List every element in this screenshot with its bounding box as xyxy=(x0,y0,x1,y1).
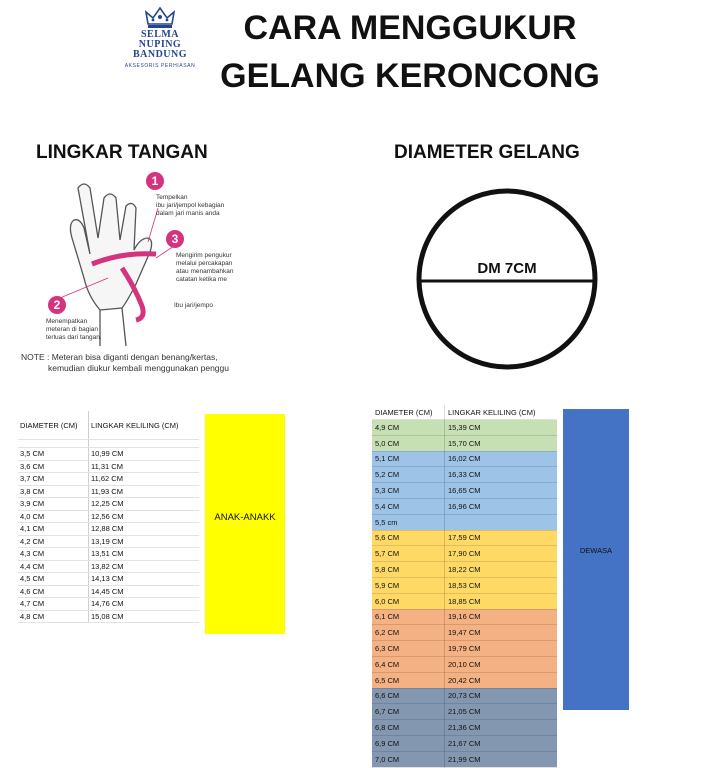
table-cell: 4,3 CM xyxy=(18,548,89,561)
table-row xyxy=(18,460,199,473)
table-row xyxy=(18,573,199,586)
step-1-text xyxy=(156,194,224,218)
table-cell: 5,4 CM xyxy=(372,498,445,514)
table-row xyxy=(372,498,557,514)
table-row xyxy=(372,720,557,736)
table-cell: 4,5 CM xyxy=(18,573,89,586)
table-row xyxy=(372,562,557,578)
brand-line-1: SELMA xyxy=(140,29,180,40)
crown-icon xyxy=(145,6,175,30)
table-cell: 4,7 CM xyxy=(18,598,89,611)
table-row xyxy=(18,610,199,623)
table-cell: 21,67 CM xyxy=(445,735,558,751)
table-cell: 21,99 CM xyxy=(445,751,558,767)
hand-illustration xyxy=(18,168,258,378)
table-row xyxy=(372,435,557,451)
diameter-label: DM 7CM xyxy=(477,260,537,277)
step-3-line: melalui percakapan xyxy=(176,260,233,267)
table-row xyxy=(18,560,199,573)
table-cell: 16,02 CM xyxy=(445,451,558,467)
spacer-cell xyxy=(18,440,89,448)
step-2-text xyxy=(46,318,102,342)
table-cell: 12,25 CM xyxy=(89,498,200,511)
thumb-label xyxy=(174,302,213,310)
table-cell: 4,4 CM xyxy=(18,560,89,573)
brand-tagline: AKSESORIS PERHIASAN xyxy=(124,63,196,69)
table-row xyxy=(372,609,557,625)
table-row xyxy=(18,585,199,598)
table-cell: 3,5 CM xyxy=(18,448,89,461)
table-cell: 15,70 CM xyxy=(445,435,558,451)
table-cell: 5,7 CM xyxy=(372,546,445,562)
brand-line-2: NUPING xyxy=(138,39,182,50)
adult-category-band xyxy=(563,409,629,710)
table-cell: 20,73 CM xyxy=(445,688,558,704)
note-line-2: kemudian diukur kembali menggunakan penggu xyxy=(48,363,229,373)
table-cell: 6,2 CM xyxy=(372,625,445,641)
table-row xyxy=(372,577,557,593)
step-1-line: dalam jari manis anda xyxy=(156,210,220,217)
brand-line-3: BANDUNG xyxy=(132,49,188,60)
table-row xyxy=(18,448,199,461)
table-cell: 20,10 CM xyxy=(445,656,558,672)
table-cell: 5,2 CM xyxy=(372,467,445,483)
step-2-badge: 2 xyxy=(48,296,66,314)
table-row xyxy=(18,523,199,536)
table-row xyxy=(372,593,557,609)
table-cell: 4,8 CM xyxy=(18,610,89,623)
table-cell: 6,1 CM xyxy=(372,609,445,625)
table-row xyxy=(18,548,199,561)
diameter-diagram xyxy=(412,184,602,374)
table-cell: 21,05 CM xyxy=(445,704,558,720)
table-row xyxy=(372,514,557,530)
table-cell: LINGKAR KELILING (CM) xyxy=(445,405,558,420)
step-1-badge: 1 xyxy=(146,172,164,190)
table-cell: 5,0 CM xyxy=(372,435,445,451)
table-row xyxy=(18,598,199,611)
table-cell: 13,51 CM xyxy=(89,548,200,561)
table-row xyxy=(372,704,557,720)
table-cell: 3,8 CM xyxy=(18,485,89,498)
table-row xyxy=(372,751,557,767)
title-line-1: CARA MENGGUKUR xyxy=(243,9,577,47)
children-size-table xyxy=(18,411,199,623)
table-cell: 13,82 CM xyxy=(89,560,200,573)
table-spacer-row xyxy=(18,440,199,448)
table-row xyxy=(18,498,199,511)
table-cell: 15,39 CM xyxy=(445,420,558,436)
step-3-text xyxy=(176,252,233,284)
table-cell xyxy=(445,514,558,530)
table-row xyxy=(18,473,199,486)
table-cell: 19,16 CM xyxy=(445,609,558,625)
table-cell: 21,36 CM xyxy=(445,720,558,736)
table-cell: 6,6 CM xyxy=(372,688,445,704)
table-row xyxy=(372,451,557,467)
table-cell: 5,5 cm xyxy=(372,514,445,530)
step-2-line: terluas dari tangan. xyxy=(46,334,102,341)
table-cell: 6,0 CM xyxy=(372,593,445,609)
step-3-line: atau menambahkan xyxy=(176,268,234,275)
table-cell: 14,13 CM xyxy=(89,573,200,586)
table-cell: 11,62 CM xyxy=(89,473,200,486)
table-cell: 19,79 CM xyxy=(445,641,558,657)
table-header-row xyxy=(18,411,199,440)
page-title xyxy=(200,4,620,100)
spacer-cell xyxy=(89,440,200,448)
step-2-line: meteran di bagian xyxy=(46,326,99,333)
table-cell: 18,53 CM xyxy=(445,577,558,593)
table-row xyxy=(372,641,557,657)
table-cell: DIAMETER (CM) xyxy=(372,405,445,420)
table-row xyxy=(372,467,557,483)
table-cell: 5,1 CM xyxy=(372,451,445,467)
table-cell: 6,3 CM xyxy=(372,641,445,657)
table-cell: 12,56 CM xyxy=(89,510,200,523)
table-cell: 5,8 CM xyxy=(372,562,445,578)
table-row xyxy=(18,485,199,498)
table-row xyxy=(372,483,557,499)
table-cell: 11,31 CM xyxy=(89,460,200,473)
table-cell: DIAMETER (CM) xyxy=(18,411,89,440)
table-row xyxy=(372,420,557,436)
table-cell: 4,0 CM xyxy=(18,510,89,523)
table-cell: 5,3 CM xyxy=(372,483,445,499)
table-cell: 14,45 CM xyxy=(89,585,200,598)
table-cell: 16,33 CM xyxy=(445,467,558,483)
title-line-2: GELANG KERONCONG xyxy=(220,57,600,95)
section-heading-diameter: DIAMETER GELANG xyxy=(394,142,580,163)
adult-category-label: DEWASA xyxy=(579,546,613,555)
table-cell: 4,6 CM xyxy=(18,585,89,598)
table-cell: 16,65 CM xyxy=(445,483,558,499)
table-cell: 6,4 CM xyxy=(372,656,445,672)
table-cell: 17,90 CM xyxy=(445,546,558,562)
table-cell: 5,6 CM xyxy=(372,530,445,546)
brand-logo xyxy=(112,6,208,86)
note-text xyxy=(21,352,251,374)
children-category-band xyxy=(205,414,285,634)
step-1-line: Tempelkan xyxy=(156,194,188,201)
step-3-line: catatan ketika me xyxy=(176,276,227,283)
table-row xyxy=(372,625,557,641)
table-cell: 18,22 CM xyxy=(445,562,558,578)
table-cell: 4,1 CM xyxy=(18,523,89,536)
table-cell: 19,47 CM xyxy=(445,625,558,641)
table-row xyxy=(372,672,557,688)
table-cell: 5,9 CM xyxy=(372,577,445,593)
section-heading-wrist: LINGKAR TANGAN xyxy=(36,142,208,163)
note-line-1: NOTE : Meteran bisa diganti dengan benang/kertas, xyxy=(21,352,218,362)
table-cell: 3,9 CM xyxy=(18,498,89,511)
table-cell: 10,99 CM xyxy=(89,448,200,461)
table-row xyxy=(372,546,557,562)
step-2-line: Menempatkan xyxy=(46,318,88,325)
table-row xyxy=(18,510,199,523)
table-row xyxy=(372,688,557,704)
table-cell: 4,2 CM xyxy=(18,535,89,548)
table-cell: 17,59 CM xyxy=(445,530,558,546)
table-cell: 11,93 CM xyxy=(89,485,200,498)
table-cell: 6,7 CM xyxy=(372,704,445,720)
table-cell: 6,9 CM xyxy=(372,735,445,751)
table-cell: 13,19 CM xyxy=(89,535,200,548)
table-cell: 3,6 CM xyxy=(18,460,89,473)
step-1-line: ibu jari/jempol kebagian xyxy=(156,202,225,209)
table-cell: 6,8 CM xyxy=(372,720,445,736)
table-cell: 14,76 CM xyxy=(89,598,200,611)
step-3-badge: 3 xyxy=(166,230,184,248)
table-cell: LINGKAR KELILING (CM) xyxy=(89,411,200,440)
step-3-line: Mengirim pengukur xyxy=(176,252,232,259)
table-cell: 12,88 CM xyxy=(89,523,200,536)
table-cell: 3,7 CM xyxy=(18,473,89,486)
table-cell: 15,08 CM xyxy=(89,610,200,623)
table-cell: 18,85 CM xyxy=(445,593,558,609)
bracelet-circle xyxy=(412,184,602,374)
table-row xyxy=(372,735,557,751)
table-header-row xyxy=(372,405,557,420)
table-cell: 16,96 CM xyxy=(445,498,558,514)
table-cell: 4,9 CM xyxy=(372,420,445,436)
table-cell: 20,42 CM xyxy=(445,672,558,688)
table-row xyxy=(372,530,557,546)
table-row xyxy=(18,535,199,548)
adult-size-table xyxy=(372,405,557,768)
children-category-label: ANAK-ANAKK xyxy=(214,512,276,523)
table-row xyxy=(372,656,557,672)
thumb-label-line: Ibu jari/jempo xyxy=(174,302,214,309)
table-cell: 6,5 CM xyxy=(372,672,445,688)
table-cell: 7,0 CM xyxy=(372,751,445,767)
